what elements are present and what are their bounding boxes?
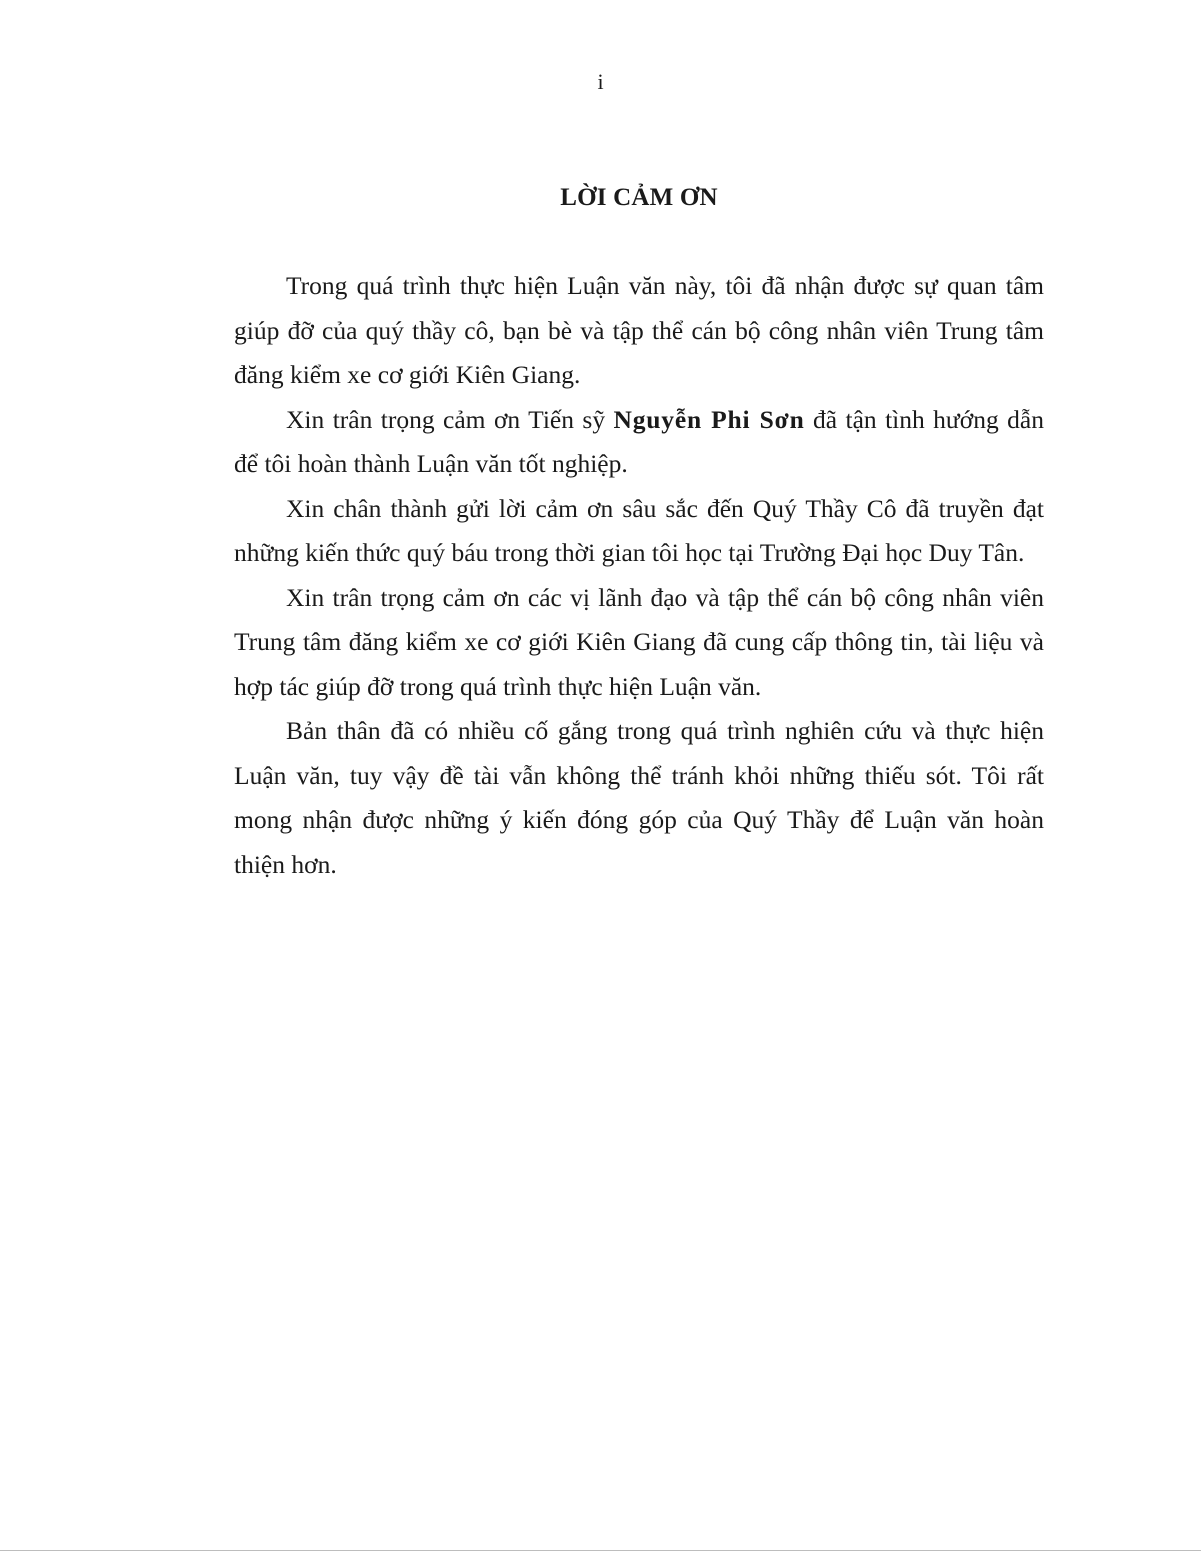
supervisor-name: Nguyễn Phi Sơn — [613, 404, 805, 434]
paragraph-2-after: đã tận tình hướng dẫn để tôi hoàn thành Luận văn tốt nghiệp. — [234, 404, 1044, 478]
page-bottom-rule — [0, 1550, 1201, 1551]
acknowledgement-body — [234, 264, 1044, 887]
paragraph-2-before: Xin trân trọng cảm ơn Tiến sỹ — [286, 404, 614, 434]
paragraph-2 — [234, 398, 1044, 487]
paragraph-1: Trong quá trình thực hiện Luận văn này, tôi đã nhận được sự quan tâm giúp đỡ của quý thầy cô, bạn bè và tập thể cán bộ công nhân viên Trung tâm đăng kiểm xe cơ giới Kiên Giang. — [234, 271, 1044, 389]
paragraph-4: Xin trân trọng cảm ơn các vị lãnh đạo và tập thể cán bộ công nhân viên Trung tâm đăng kiểm xe cơ giới Kiên Giang đã cung cấp thông tin, tài liệu và hợp tác giúp đỡ trong quá trình thực hiện Luận văn. — [234, 582, 1044, 701]
paragraph-5: Bản thân đã có nhiều cố gắng trong quá trình nghiên cứu và thực hiện Luận văn, tuy vậy đề tài vẫn không thể tránh khỏi những thiếu sót. Tôi rất mong nhận được những ý kiến đóng góp của Quý Thầy để Luận văn hoàn thiện hơn. — [234, 716, 1044, 879]
paragraph-3: Xin chân thành gửi lời cảm ơn sâu sắc đến Quý Thầy Cô đã truyền đạt những kiến thức quý báu trong thời gian tôi học tại Trường Đại học Duy Tân. — [234, 493, 1044, 567]
page-number: i — [597, 69, 604, 94]
page-title: LỜI CẢM ƠN — [560, 184, 718, 211]
